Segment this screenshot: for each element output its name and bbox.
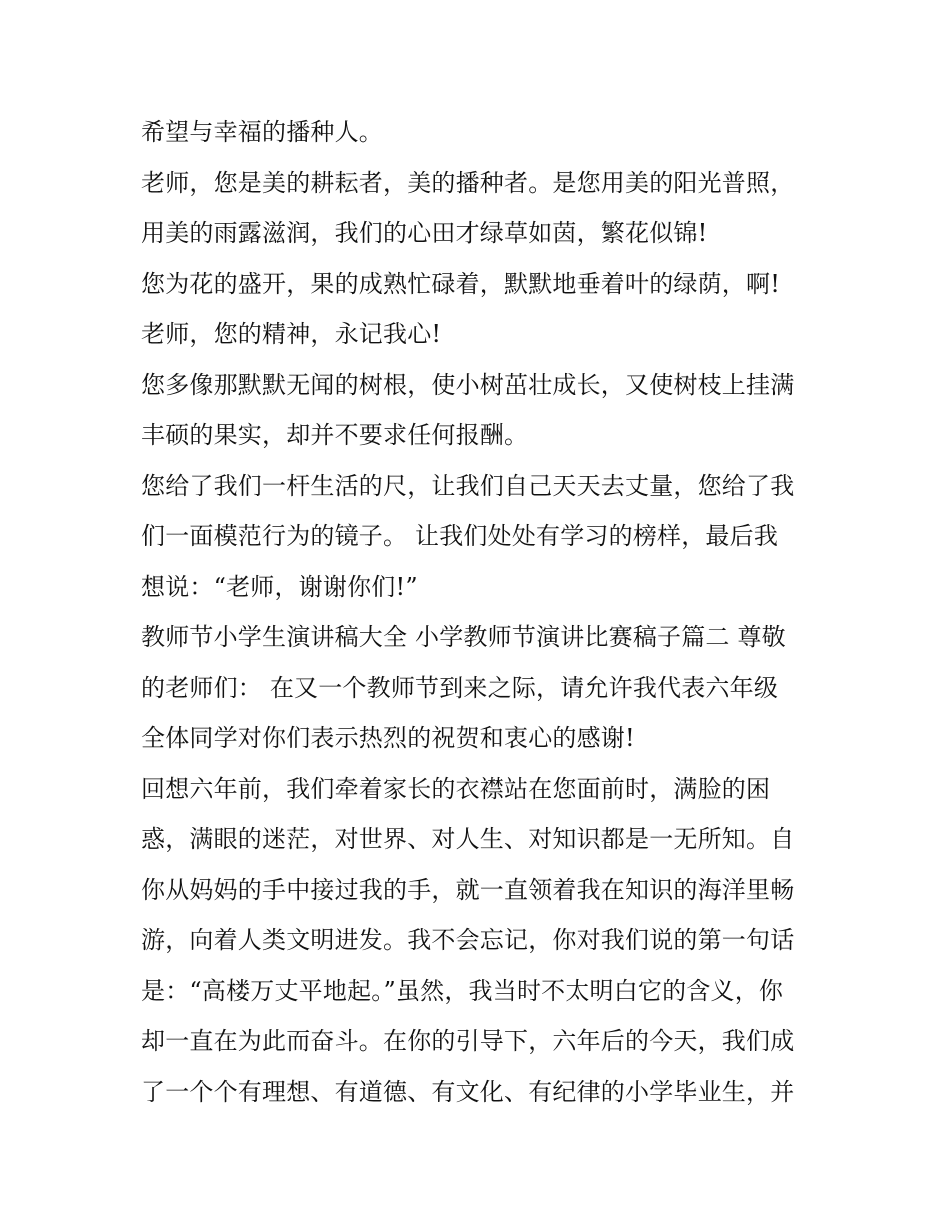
text-line: 全体同学对你们表示热烈的祝贺和衷心的感谢! xyxy=(141,724,635,752)
text-line: 却一直在为此而奋斗。在你的引导下，六年后的今天，我们成 xyxy=(141,1027,795,1055)
text-line: 您给了我们一杆生活的尺，让我们自己天天去丈量，您给了我 xyxy=(141,471,795,500)
text-line: 丰硕的果实，却并不要求任何报酬。 xyxy=(141,421,529,449)
text-line: 您多像那默默无闻的树根，使小树茁壮成长，又使树枝上挂满 xyxy=(141,370,795,399)
text-line: 们一面模范行为的镜子。 让我们处处有学习的榜样，最后我 xyxy=(141,522,779,550)
text-line: 是：“高楼万丈平地起。”虽然，我当时不太明白它的含义，你 xyxy=(141,976,784,1005)
text-line: 游，向着人类文明进发。我不会忘记，你对我们说的第一句话 xyxy=(141,926,795,954)
text-line: 你从妈妈的手中接过我的手，就一直领着我在知识的海洋里畅 xyxy=(141,875,795,904)
text-line: 了一个个有理想、有道德、有文化、有纪律的小学毕业生，并 xyxy=(141,1077,795,1106)
text-line: 老师，您是美的耕耘者，美的播种者。是您用美的阳光普照， xyxy=(141,168,795,197)
text-line: 的老师们： 在又一个教师节到来之际，请允许我代表六年级 xyxy=(141,673,779,702)
text-line: 想说：“老师，谢谢你们!” xyxy=(141,572,418,601)
text-line: 回想六年前，我们牵着家长的衣襟站在您面前时，满脸的困 xyxy=(141,774,771,803)
text-line: 希望与幸福的播种人。 xyxy=(141,118,383,146)
text-line: 用美的雨露滋润，我们的心田才绿草如茵，繁花似锦! xyxy=(141,219,708,247)
text-line: 教师节小学生演讲稿大全 小学教师节演讲比赛稿子篇二 尊敬 xyxy=(141,623,786,651)
text-line: 惑，满眼的迷茫，对世界、对人生、对知识都是一无所知。自 xyxy=(141,825,795,853)
text-line: 老师，您的精神，永记我心! xyxy=(141,320,442,348)
text-line: 您为花的盛开，果的成熟忙碌着，默默地垂着叶的绿荫，啊! xyxy=(141,269,781,298)
body-text xyxy=(141,107,821,1117)
